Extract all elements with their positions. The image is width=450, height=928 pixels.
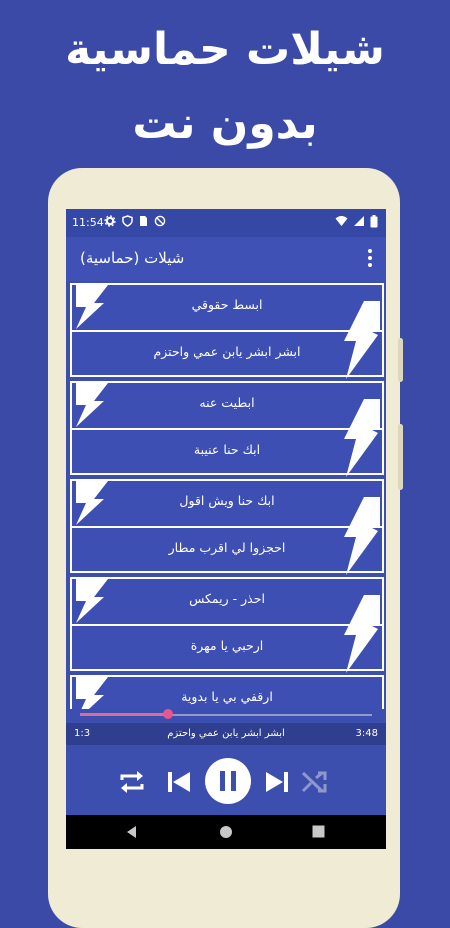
- seek-thumb[interactable]: [163, 709, 173, 719]
- wifi-icon: [335, 215, 348, 227]
- phone-side-button-upper: [398, 338, 403, 382]
- player-controls: [66, 745, 386, 815]
- lightning-bolt-icon-right: [340, 595, 380, 673]
- track-card: [70, 479, 384, 573]
- home-icon[interactable]: [219, 825, 233, 839]
- track-card: [70, 381, 384, 475]
- card-divider: [72, 428, 382, 430]
- now-playing-title: ابشر ابشر يابن عمي واحتزم: [167, 728, 285, 739]
- track-item[interactable]: احذر - ريمكس: [189, 591, 265, 606]
- track-item[interactable]: ارحبي يا مهرة: [190, 638, 264, 653]
- system-nav-bar: [66, 815, 386, 849]
- lightning-bolt-icon-right: [340, 399, 380, 477]
- promo-title-line2: بدون نت: [132, 98, 318, 149]
- phone-side-button-lower: [398, 424, 403, 490]
- phone-screen: [66, 209, 386, 849]
- lightning-bolt-icon-right: [340, 301, 380, 379]
- battery-icon: [370, 215, 378, 228]
- previous-icon[interactable]: [166, 770, 192, 794]
- app-title: شيلات (حماسية): [80, 249, 185, 267]
- now-playing-bar: [66, 723, 386, 745]
- track-card: [70, 577, 384, 671]
- track-item[interactable]: ابك حنا ويش اقول: [179, 493, 275, 508]
- recents-icon[interactable]: [312, 825, 325, 838]
- back-icon[interactable]: [126, 825, 138, 839]
- no-sync-icon: [154, 215, 166, 227]
- track-item[interactable]: ارقفي بي يا بدوية: [181, 689, 273, 704]
- card-divider: [72, 330, 382, 332]
- track-item[interactable]: احجزوا لي اقرب مطار: [168, 540, 286, 555]
- status-time: 11:54: [72, 216, 104, 229]
- gear-icon: [104, 215, 116, 227]
- signal-icon: [353, 215, 365, 227]
- seek-bar[interactable]: [66, 709, 386, 723]
- total-time: 3:48: [355, 728, 378, 739]
- pause-button[interactable]: [204, 757, 252, 805]
- next-icon[interactable]: [264, 770, 290, 794]
- track-item[interactable]: ابسط حقوقي: [191, 297, 263, 312]
- more-vert-icon[interactable]: [364, 247, 376, 269]
- track-item[interactable]: ابشر ابشر يابن عمي واحتزم: [153, 344, 301, 359]
- sim-card-icon: [139, 215, 148, 227]
- shuffle-icon[interactable]: [300, 768, 330, 796]
- track-list: [66, 283, 386, 709]
- track-item[interactable]: ابك حنا عنيبة: [193, 442, 261, 457]
- card-divider: [72, 526, 382, 528]
- promo-title-line1: شيلات حماسية: [65, 24, 385, 75]
- elapsed-time: 1:3: [74, 728, 91, 739]
- lightning-bolt-icon-right: [340, 497, 380, 575]
- shield-icon: [122, 215, 133, 227]
- status-bar: [66, 209, 386, 237]
- track-item[interactable]: ابطيت عنه: [199, 395, 255, 410]
- card-divider: [72, 624, 382, 626]
- seek-progress: [80, 713, 168, 716]
- repeat-icon[interactable]: [118, 769, 146, 795]
- track-card: [70, 283, 384, 377]
- app-bar: [66, 237, 386, 281]
- track-card: [70, 675, 384, 709]
